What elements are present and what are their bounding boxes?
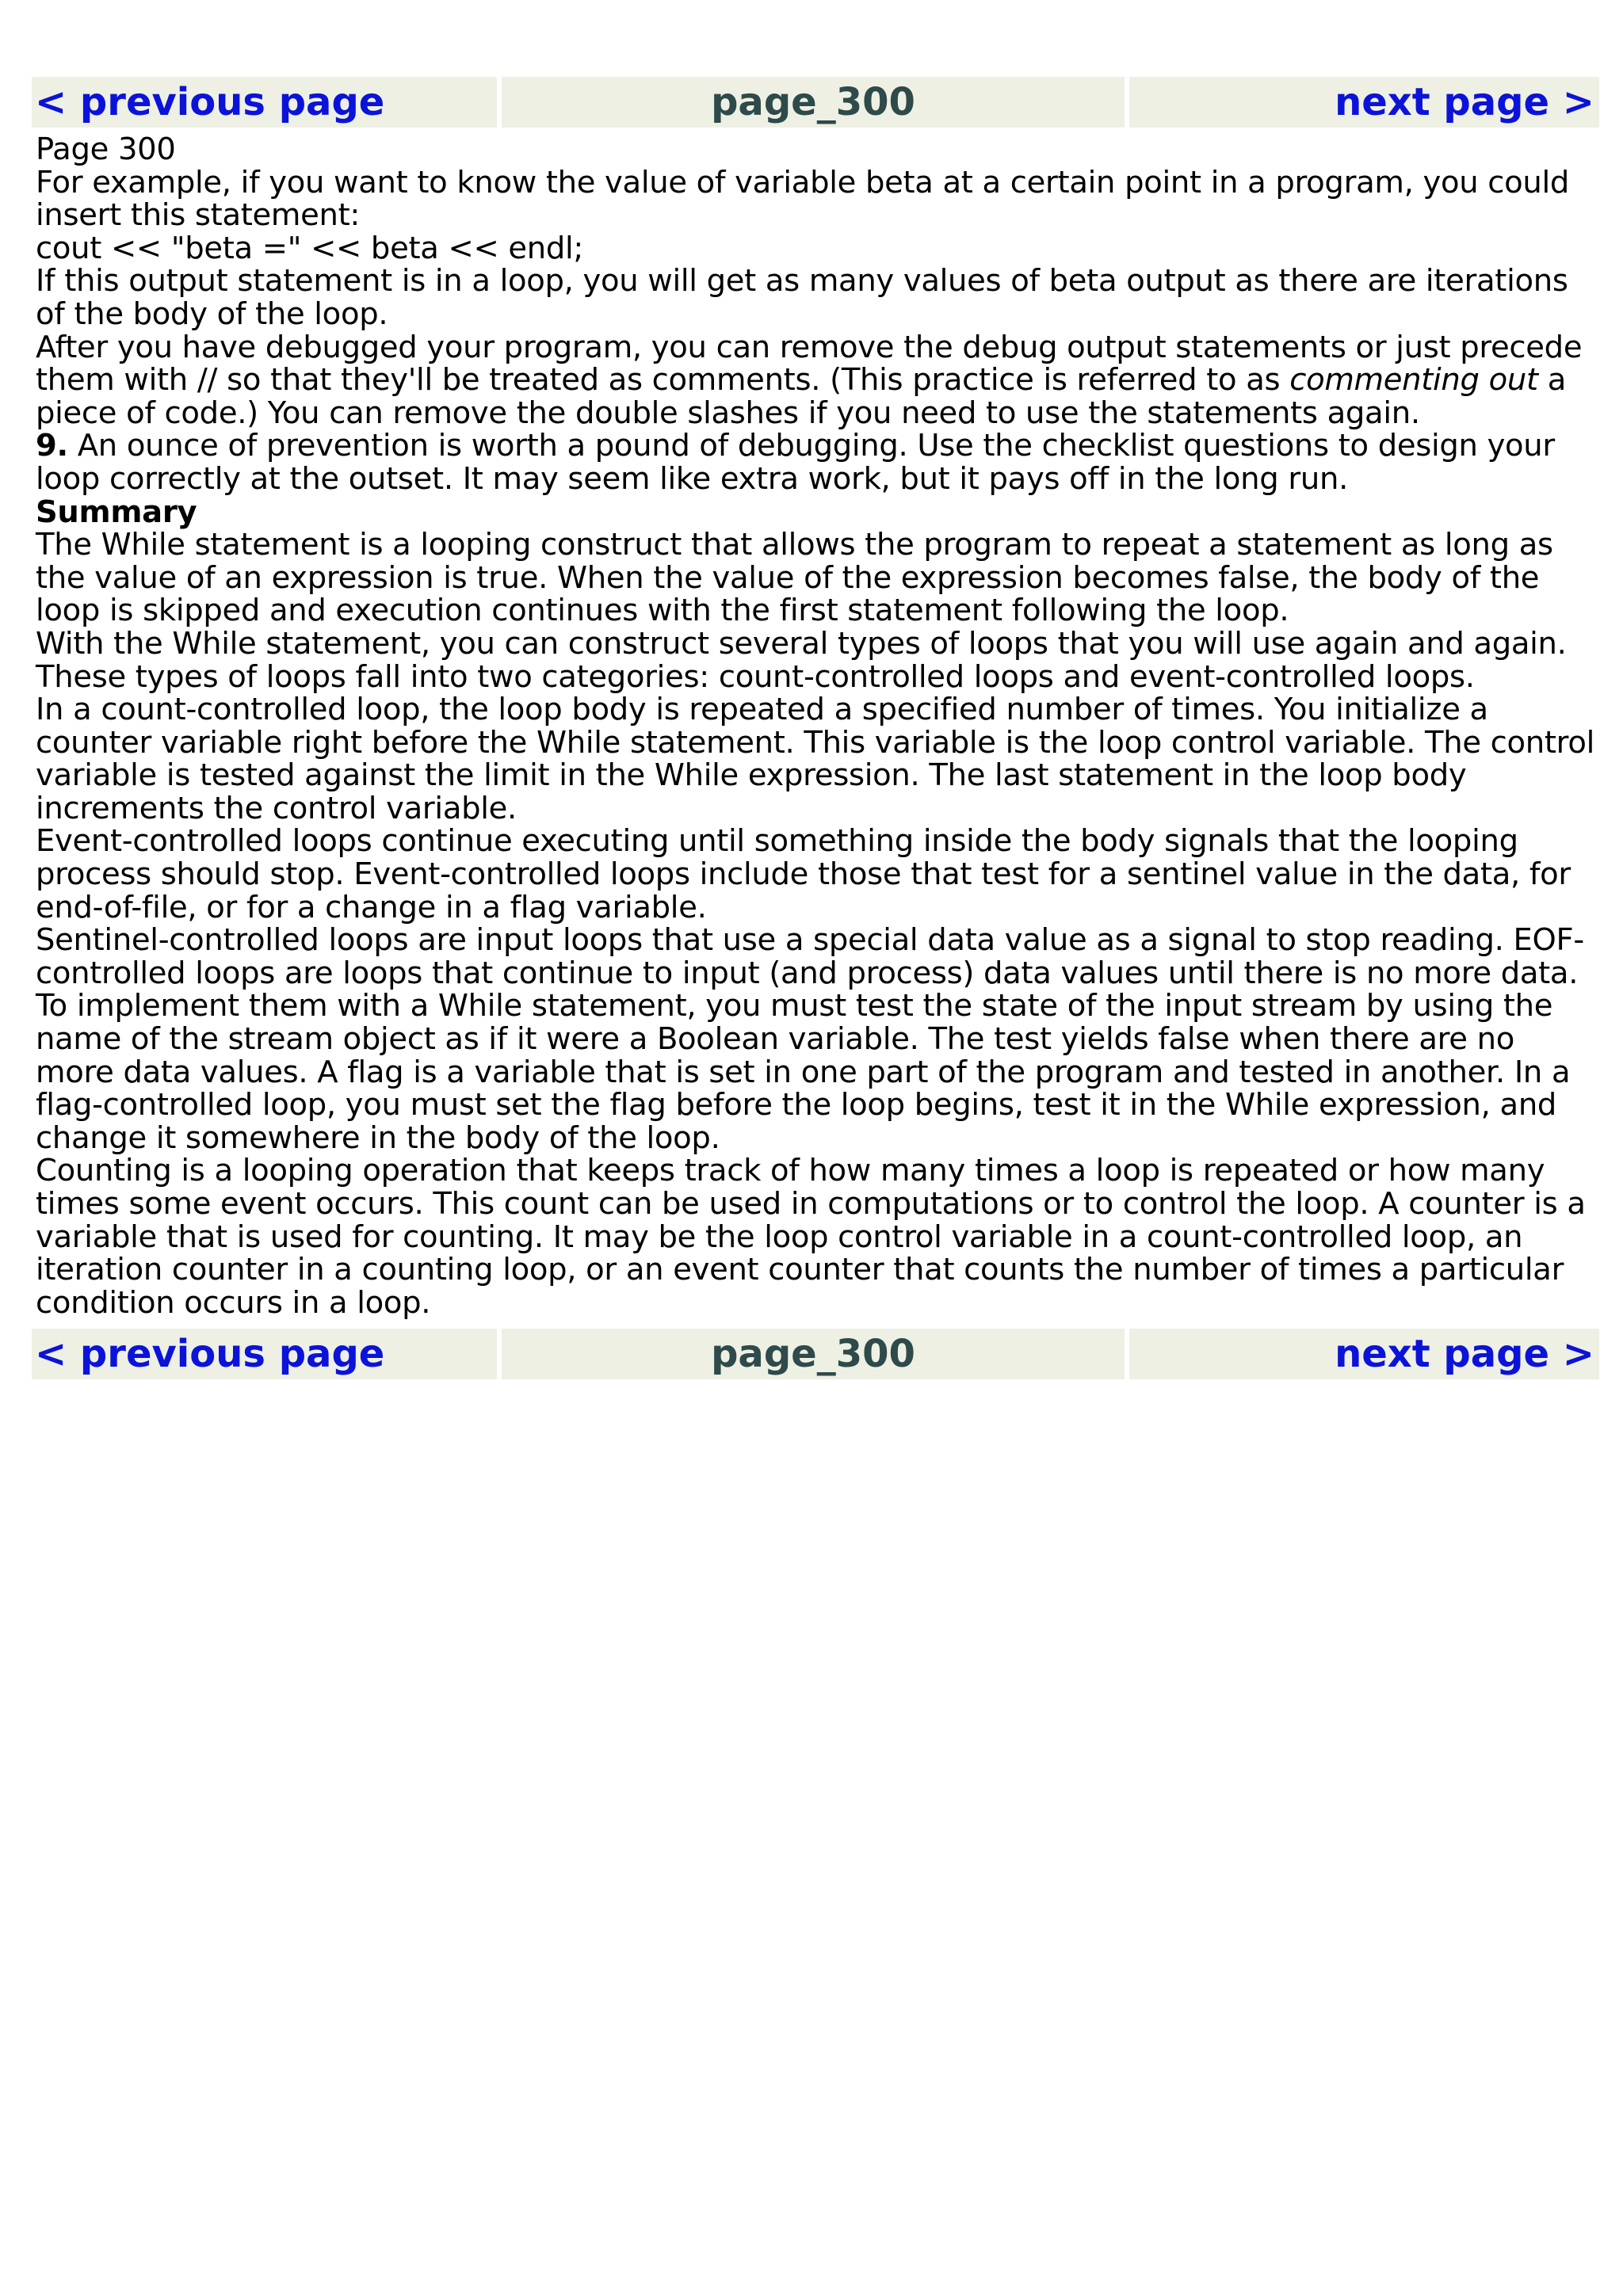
previous-page-link[interactable]: < previous page	[32, 1329, 497, 1379]
page-label: page_300	[502, 77, 1125, 128]
page-label: page_300	[502, 1329, 1125, 1379]
page-number: Page 300	[36, 132, 176, 167]
summary-heading-text: Summary	[36, 494, 197, 530]
next-page-link[interactable]: next page >	[1129, 77, 1599, 128]
paragraph	[36, 331, 1601, 430]
tip-paragraph	[36, 429, 1601, 495]
text-span: a piece of code.) You can remove the double slashes if you need to use the statements again.	[36, 362, 1566, 431]
summary-paragraph: With the While statement, you can construct several types of loops that you will use again and again. These types of loops fall into two categories: count-controlled loops and event-controlled loops.	[36, 625, 1567, 695]
paragraph: For example, if you want to know the value of variable beta at a certain point in a program, you could insert this statement:	[36, 164, 1570, 234]
summary-paragraph: The While statement is a looping construct that allows the program to repeat a statement as long as the value of an expression is true. When the value of the expression becomes false, the body of the loop is skipped and execution continues with the first statement following the loop.	[36, 527, 1553, 629]
summary-paragraph: Event-controlled loops continue executing until something inside the body signals that the looping process should stop. Event-controlled loops include those that test for a sentinel value in the data, for end-of-file, or for a change in a flag variable.	[36, 823, 1571, 925]
page-content	[36, 133, 1601, 1319]
summary-paragraph: Counting is a looping operation that keeps track of how many times a loop is repeated or how many times some event occurs. This count can be used in computations or to control the loop. A counter is a variable that is used for counting. It may be the loop control variable in a count-controlled loop, an iteration counter in a counting loop, or an event counter that counts the number of times a particular condition occurs in a loop.	[36, 1153, 1586, 1321]
code-line: cout << "beta =" << beta << endl;	[36, 230, 584, 266]
paragraph: If this output statement is in a loop, you will get as many values of beta output as there are iterations of the body of the loop.	[36, 263, 1568, 332]
summary-heading	[36, 496, 1601, 529]
tip-text: An ounce of prevention is worth a pound of debugging. Use the checklist questions to design your loop correctly at the outset. It may seem like extra work, but it pays off in the long run.	[36, 428, 1555, 497]
previous-page-link[interactable]: < previous page	[32, 77, 497, 128]
italic-term: commenting out	[1289, 362, 1538, 399]
bottom-navigation-bar	[32, 1329, 1599, 1379]
text-span: After you have debugged your program, you can remove the debug output statements or just precede them with // so that they'll be treated as comments. (This practice is referred to as	[36, 329, 1583, 399]
top-navigation-bar	[32, 77, 1599, 128]
summary-paragraph: Sentinel-controlled loops are input loops that use a special data value as a signal to stop reading. EOF-controlled loops are loops that continue to input (and process) data values until there is no more data. To implement them with a While statement, you must test the state of the input stream by using the name of the stream object as if it were a Boolean variable. The test yields false when there are no more data values. A flag is a variable that is set in one part of the program and tested in another. In a flag-controlled loop, you must set the flag before the loop begins, test it in the While expression, and change it somewhere in the body of the loop.	[36, 922, 1584, 1156]
tip-number: 9.	[36, 428, 68, 464]
summary-paragraph: In a count-controlled loop, the loop body is repeated a specified number of times. You initialize a counter variable right before the While statement. This variable is the loop control variable. The control variable is tested against the limit in the While expression. The last statement in the loop body increments the control variable.	[36, 692, 1595, 826]
next-page-link[interactable]: next page >	[1129, 1329, 1599, 1379]
